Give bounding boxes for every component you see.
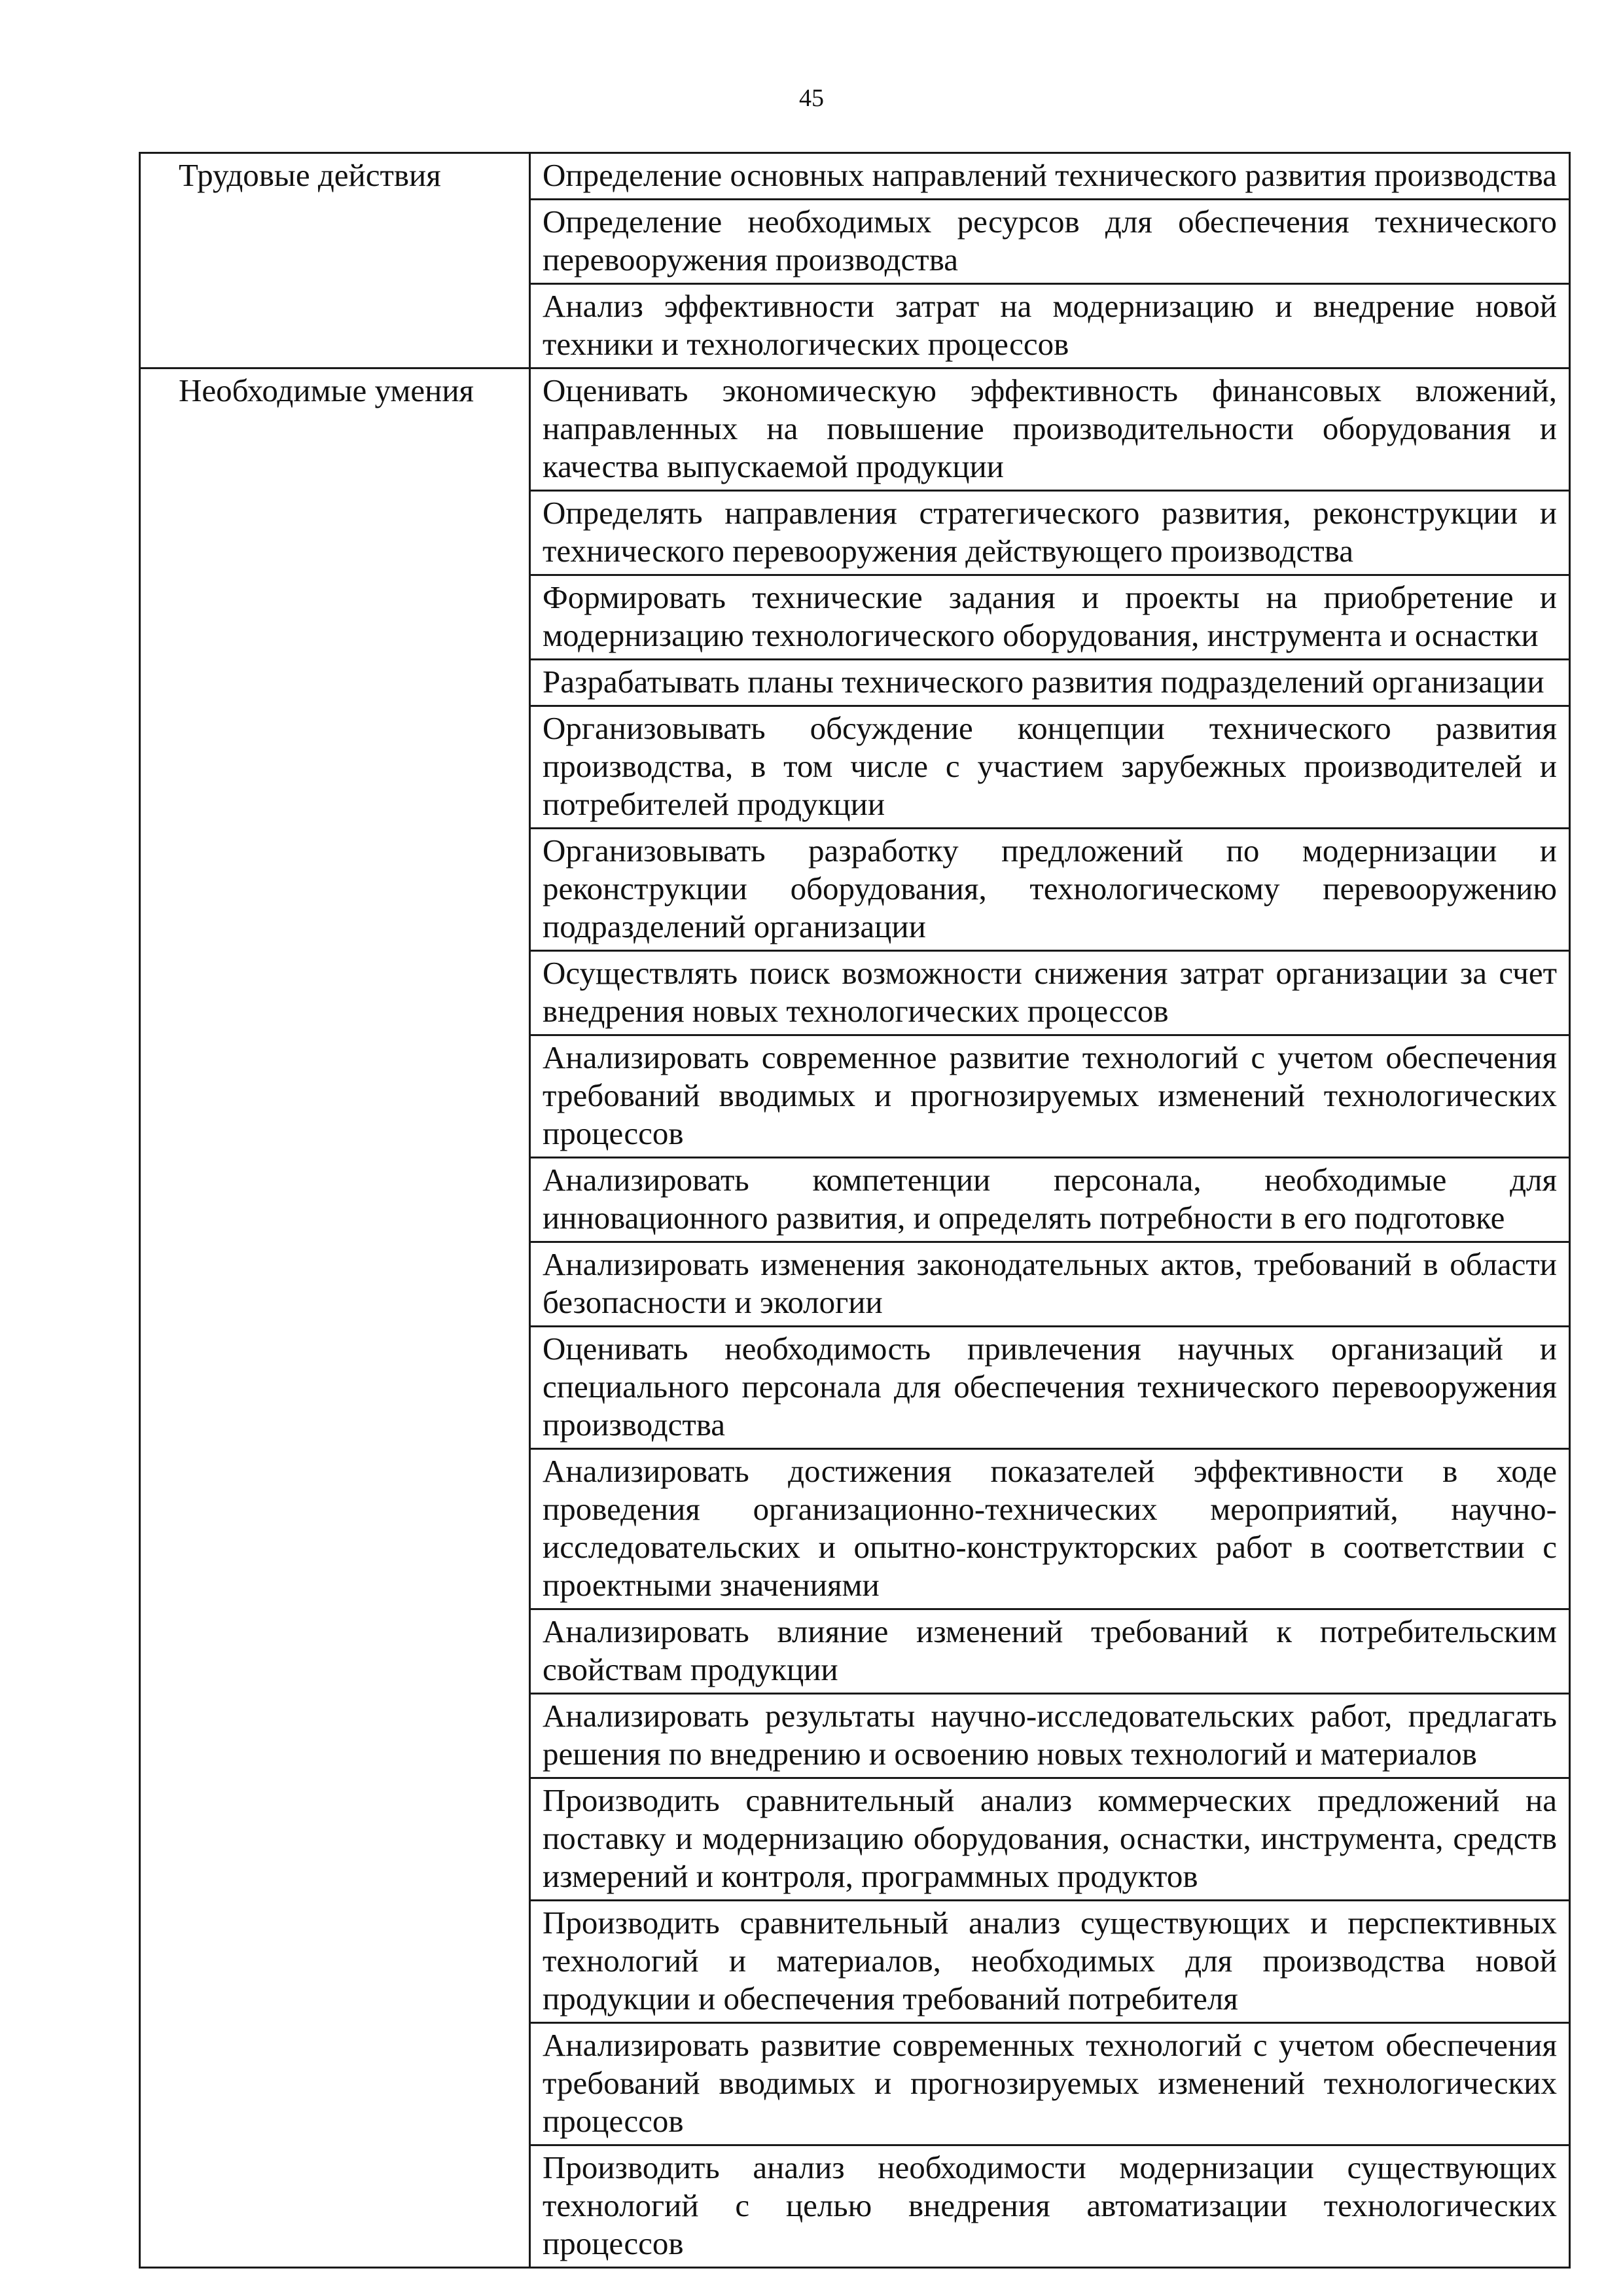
section-item: Осуществлять поиск возможности снижения затрат организации за счет внедрения новых технологических процессов bbox=[530, 951, 1570, 1035]
competency-table bbox=[139, 152, 1571, 2269]
section-item: Организовывать разработку предложений по модернизации и реконструкции оборудования, технологическому перевооружению подразделений организации bbox=[530, 829, 1570, 951]
section-label: Необходимые умения bbox=[140, 368, 530, 2268]
section-item: Производить сравнительный анализ коммерческих предложений на поставку и модернизацию оборудования, оснастки, инструмента, средств измерений и контроля, программных продуктов bbox=[530, 1778, 1570, 1901]
section-item: Производить анализ необходимости модернизации существующих технологий с целью внедрения автоматизации технологических процессов bbox=[530, 2145, 1570, 2268]
section-item: Производить сравнительный анализ существующих и перспективных технологий и материалов, необходимых для производства новой продукции и обеспечения требований потребителя bbox=[530, 1901, 1570, 2023]
section-item: Анализировать компетенции персонала, необходимые для инновационного развития, и определять потребности в его подготовке bbox=[530, 1158, 1570, 1242]
section-item: Определение основных направлений технического развития производства bbox=[530, 153, 1570, 200]
section-label: Трудовые действия bbox=[140, 153, 530, 368]
section-item: Анализировать влияние изменений требований к потребительским свойствам продукции bbox=[530, 1609, 1570, 1694]
section-item: Оценивать экономическую эффективность финансовых вложений, направленных на повышение производительности оборудования и качества выпускаемой продукции bbox=[530, 368, 1570, 491]
section-item: Формировать технические задания и проекты на приобретение и модернизацию технологического оборудования, инструмента и оснастки bbox=[530, 575, 1570, 660]
page-number: 45 bbox=[799, 84, 824, 112]
section-item: Анализировать достижения показателей эффективности в ходе проведения организационно-технических мероприятий, научно-исследовательских и опытно-конструкторских работ в соответствии с проектными значениями bbox=[530, 1449, 1570, 1609]
section-item: Анализировать развитие современных технологий с учетом обеспечения требований вводимых и прогнозируемых изменений технологических процессов bbox=[530, 2023, 1570, 2145]
section-item: Анализ эффективности затрат на модернизацию и внедрение новой техники и технологических процессов bbox=[530, 284, 1570, 368]
section-item: Анализировать результаты научно-исследовательских работ, предлагать решения по внедрению и освоению новых технологий и материалов bbox=[530, 1694, 1570, 1778]
section-item: Определение необходимых ресурсов для обеспечения технического перевооружения производства bbox=[530, 200, 1570, 284]
section-item: Оценивать необходимость привлечения научных организаций и специального персонала для обеспечения технического перевооружения производства bbox=[530, 1327, 1570, 1449]
table-row bbox=[140, 153, 1570, 200]
section-item: Анализировать изменения законодательных актов, требований в области безопасности и экологии bbox=[530, 1242, 1570, 1327]
section-item: Определять направления стратегического развития, реконструкции и технического перевооружения действующего производства bbox=[530, 491, 1570, 575]
section-item: Организовывать обсуждение концепции технического развития производства, в том числе с участием зарубежных производителей и потребителей продукции bbox=[530, 706, 1570, 829]
table-row bbox=[140, 368, 1570, 491]
section-item: Разрабатывать планы технического развития подразделений организации bbox=[530, 660, 1570, 706]
section-item: Анализировать современное развитие технологий с учетом обеспечения требований вводимых и прогнозируемых изменений технологических процессов bbox=[530, 1035, 1570, 1158]
